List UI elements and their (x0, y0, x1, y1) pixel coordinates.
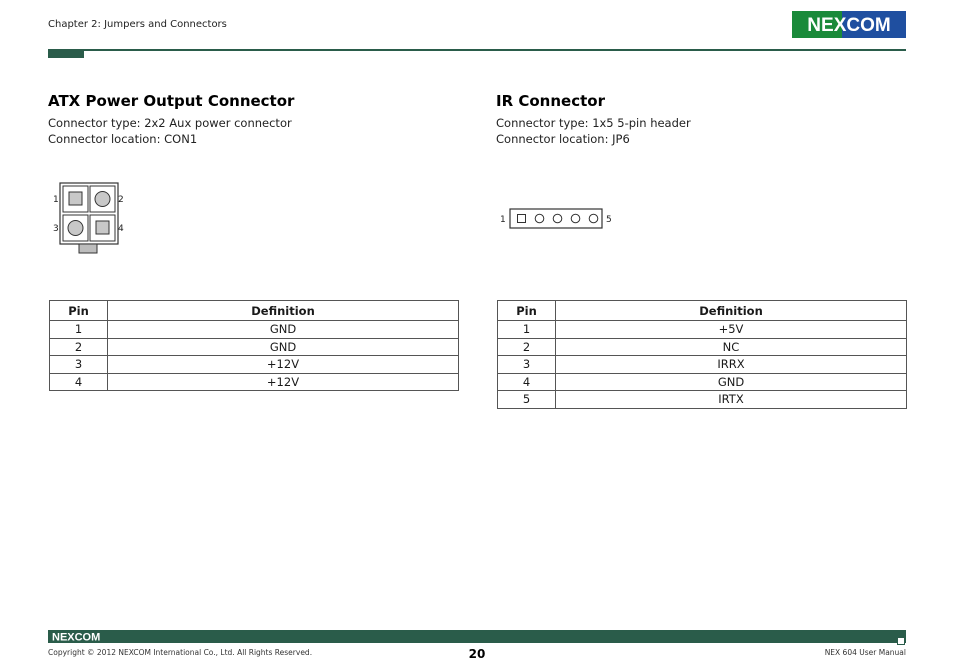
atx-section-title: ATX Power Output Connector (48, 92, 295, 110)
definition-cell: NC (556, 338, 907, 356)
definition-cell: GND (108, 321, 459, 339)
ir-connector-location: Connector location: JP6 (496, 132, 630, 146)
footer-bar (48, 630, 906, 643)
chapter-title: Chapter 2: Jumpers and Connectors (48, 19, 227, 30)
page-number: 20 (468, 647, 486, 661)
footer-corner-square (898, 638, 904, 644)
header-tab (48, 49, 84, 58)
ir-connector-diagram (496, 206, 620, 232)
footer-logo-text: NEXCOM (52, 631, 101, 642)
footer-manual-name: NEX 604 User Manual (824, 648, 906, 657)
ir-section-title: IR Connector (496, 92, 605, 110)
table-row (50, 321, 459, 339)
definition-cell: +5V (556, 321, 907, 339)
table-row (50, 373, 459, 391)
table-row (498, 373, 907, 391)
pin-cell: 3 (50, 356, 108, 374)
footer-nexcom-logo (52, 631, 108, 642)
atx-pin-label-1: 1 (53, 195, 59, 205)
nexcom-logo (792, 11, 906, 38)
ir-pin-2 (535, 214, 544, 223)
atx-connector-location: Connector location: CON1 (48, 132, 198, 146)
atx-pin-4 (96, 221, 109, 234)
ir-pin-1 (518, 215, 526, 223)
definition-cell: +12V (108, 356, 459, 374)
definition-cell: GND (556, 373, 907, 391)
table-row (498, 338, 907, 356)
atx-latch (79, 244, 97, 253)
atx-table-header-row (50, 301, 459, 321)
table-row (50, 338, 459, 356)
table-row (498, 356, 907, 374)
logo-text: NEXCOM (807, 15, 891, 36)
atx-pin-1 (69, 192, 82, 205)
ir-pin-label-5: 5 (606, 215, 612, 225)
definition-cell: IRRX (556, 356, 907, 374)
table-row (498, 321, 907, 339)
pin-cell: 3 (498, 356, 556, 374)
pin-cell: 1 (50, 321, 108, 339)
ir-table-header-row (498, 301, 907, 321)
ir-pin-3 (553, 214, 562, 223)
table-row (498, 391, 907, 409)
pin-cell: 4 (498, 373, 556, 391)
table-row (50, 356, 459, 374)
pin-cell: 4 (50, 373, 108, 391)
header-rule (48, 49, 906, 51)
atx-col-pin: Pin (50, 301, 108, 321)
atx-pin-label-4: 4 (118, 224, 124, 234)
footer-corner-square (890, 630, 896, 636)
atx-pin-label-2: 2 (118, 195, 124, 205)
atx-pin-table (49, 300, 459, 391)
ir-col-pin: Pin (498, 301, 556, 321)
pin-cell: 1 (498, 321, 556, 339)
definition-cell: GND (108, 338, 459, 356)
footer-copyright: Copyright © 2012 NEXCOM International Co., Ltd. All Rights Reserved. (48, 648, 313, 657)
ir-pin-label-1: 1 (500, 215, 506, 225)
pin-cell: 2 (498, 338, 556, 356)
atx-pin-label-3: 3 (53, 224, 59, 234)
atx-connector-type: Connector type: 2x2 Aux power connector (48, 116, 292, 130)
atx-col-definition: Definition (108, 301, 459, 321)
ir-col-definition: Definition (556, 301, 907, 321)
ir-pin-5 (589, 214, 598, 223)
pin-cell: 2 (50, 338, 108, 356)
ir-pin-4 (571, 214, 580, 223)
atx-connector-diagram (48, 180, 132, 258)
atx-pin-2 (95, 192, 110, 207)
definition-cell: IRTX (556, 391, 907, 409)
definition-cell: +12V (108, 373, 459, 391)
pin-cell: 5 (498, 391, 556, 409)
ir-header-outline (510, 209, 602, 228)
atx-pin-3 (68, 221, 83, 236)
ir-pin-table (497, 300, 907, 409)
ir-connector-type: Connector type: 1x5 5-pin header (496, 116, 691, 130)
